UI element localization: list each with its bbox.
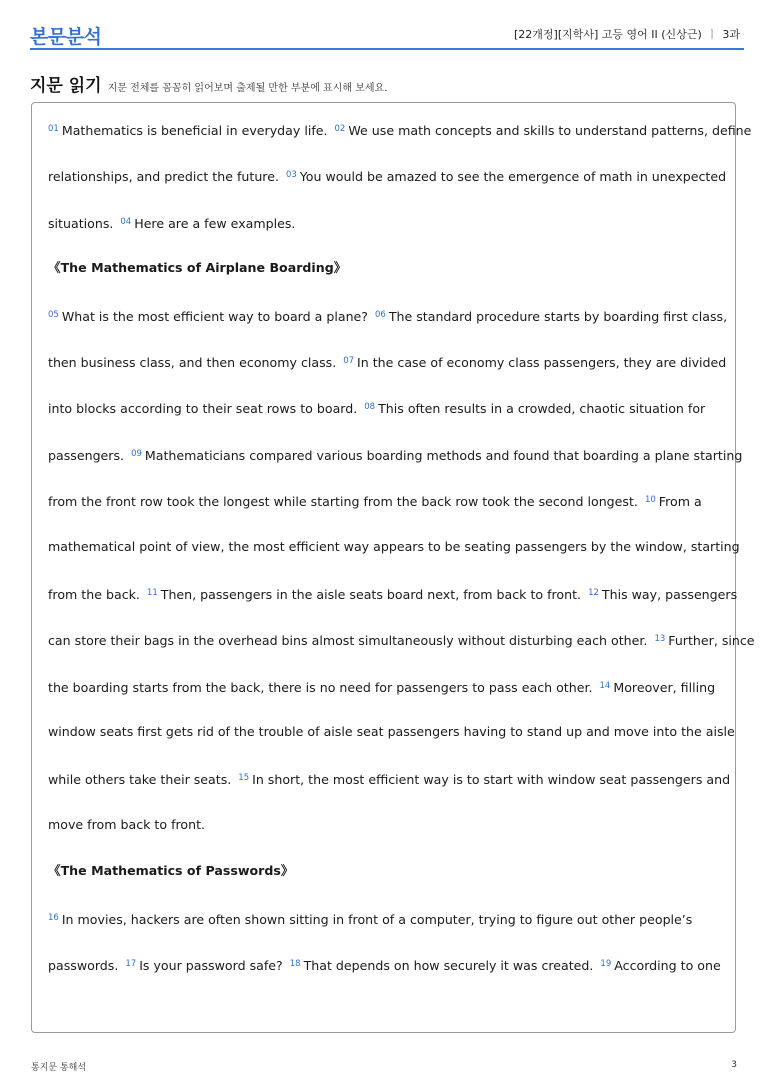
sentence-text: Is your password safe? [139,958,283,974]
footer-page-number: 3 [731,1060,737,1070]
sentence-text: while others take their seats. [48,772,232,788]
passage-line [48,583,738,629]
course-name: [22개정][지학사] 고등 영어 II (신상근) [514,28,702,41]
sentence-number: 16 [48,912,59,923]
sentence-number: 01 [48,124,59,134]
passage-line [48,444,743,490]
passage-line [48,815,724,861]
sentence-text: from the front row took the longest while starting from the back row took the second longest. [48,494,638,510]
sentence-text: Here are a few examples. [134,215,296,231]
sentence-text: into blocks according to their seat rows to board. [48,401,358,417]
sentence-text: In movies, hackers are often shown sitting in front of a computer, trying to figure out other people’s [61,911,693,927]
sentence-text: passengers. [48,447,125,463]
page-header [30,18,744,50]
passage-line [48,165,727,211]
sentence-number: 12 [588,587,599,598]
sentence-text: The standard procedure starts by boarding first class, [388,308,728,324]
passage-line [48,861,724,907]
passage-heading: 《The Mathematics of Airplane Boarding》 [48,260,347,276]
sentence-text: This way, passengers [601,586,738,602]
passage-text [48,119,755,1000]
sentence-number: 05 [48,309,59,320]
passage-line [48,676,724,722]
sentence-number: 09 [131,448,142,459]
passage-box [31,102,755,1033]
header-title: 본문분석 [30,26,102,48]
sentence-number: 06 [374,309,386,320]
sentence-text: According to one [614,958,721,974]
sentence-number: 03 [285,170,297,181]
sentence-text: mathematical point of view, the most efficient way appears to be seating passengers by the window, starting [48,538,740,554]
passage-line [48,258,724,304]
sentence-text: relationships, and predict the future. [48,169,279,185]
sentence-text: window seats first gets rid of the trouble of aisle seat passengers having to stand up and move into the aisle [48,724,735,740]
sentence-text: Then, passengers in the aisle seats board next, from back to front. [160,586,582,602]
sentence-number: 19 [600,959,612,970]
sentence-number: 14 [599,680,611,691]
sentence-text: passwords. [48,958,119,974]
passage-line [48,305,728,351]
sentence-text: You would be amazed to see the emergence of math in unexpected [299,169,727,185]
passage-line [48,537,740,583]
sentence-text: Mathematicians compared various boarding methods and found that boarding a plane starting [144,447,743,463]
passage-line [48,722,735,768]
sentence-text: Further, since [668,633,755,649]
passage-heading: 《The Mathematics of Passwords》 [48,863,294,879]
section-heading [30,71,387,96]
passage-line [48,908,724,954]
sentence-text: from the back. [48,586,140,602]
sentence-text: Moreover, filling [613,679,716,695]
sentence-text: move from back to front. [48,816,206,832]
footer-label: 통지문 통해석 [31,1063,87,1073]
sentence-text: In short, the most efficient way is to start with window seat passengers and [252,772,731,788]
sentence-text: the boarding starts from the back, there is no need for passengers to pass each other. [48,679,593,695]
sentence-number: 13 [654,634,666,645]
passage-line [48,351,727,397]
section-description: 지문 전체를 꼼꼼히 읽어보며 출제될 만한 부분에 표시해 보세요. [107,83,388,94]
sentence-number: 07 [343,355,355,366]
passage-line [48,397,724,443]
sentence-number: 02 [334,124,346,134]
sentence-text: then business class, and then economy class. [48,354,337,370]
passage-line [48,629,755,675]
sentence-number: 11 [146,587,158,598]
sentence-text: Mathematics is beneficial in everyday life. [61,123,328,138]
sentence-text: In the case of economy class passengers, they are divided [357,354,727,370]
passage-line [48,119,752,165]
sentence-number: 17 [125,959,137,970]
sentence-number: 18 [289,959,301,970]
sentence-text: That depends on how securely it was created. [303,958,594,974]
header-course-info [514,26,740,42]
sentence-number: 10 [644,495,656,506]
sentence-text: can store their bags in the overhead bins almost simultaneously without disturbing each other. [48,633,648,649]
sentence-text: From a [658,494,702,510]
sentence-number: 04 [120,216,132,227]
sentence-text: situations. [48,215,114,231]
lesson-label: 3과 [722,28,740,41]
passage-line [48,212,724,258]
sentence-text: We use math concepts and skills to understand patterns, define [348,123,752,138]
sentence-number: 08 [364,402,376,413]
passage-line [48,954,724,1000]
passage-line [48,768,731,814]
section-title: 지문 읽기 [30,76,102,96]
sentence-number: 15 [238,773,250,784]
header-separator: ㅣ [706,28,718,41]
sentence-text: What is the most efficient way to board a plane? [61,308,368,324]
sentence-text: This often results in a crowded, chaotic situation for [378,401,706,417]
passage-line [48,490,724,536]
